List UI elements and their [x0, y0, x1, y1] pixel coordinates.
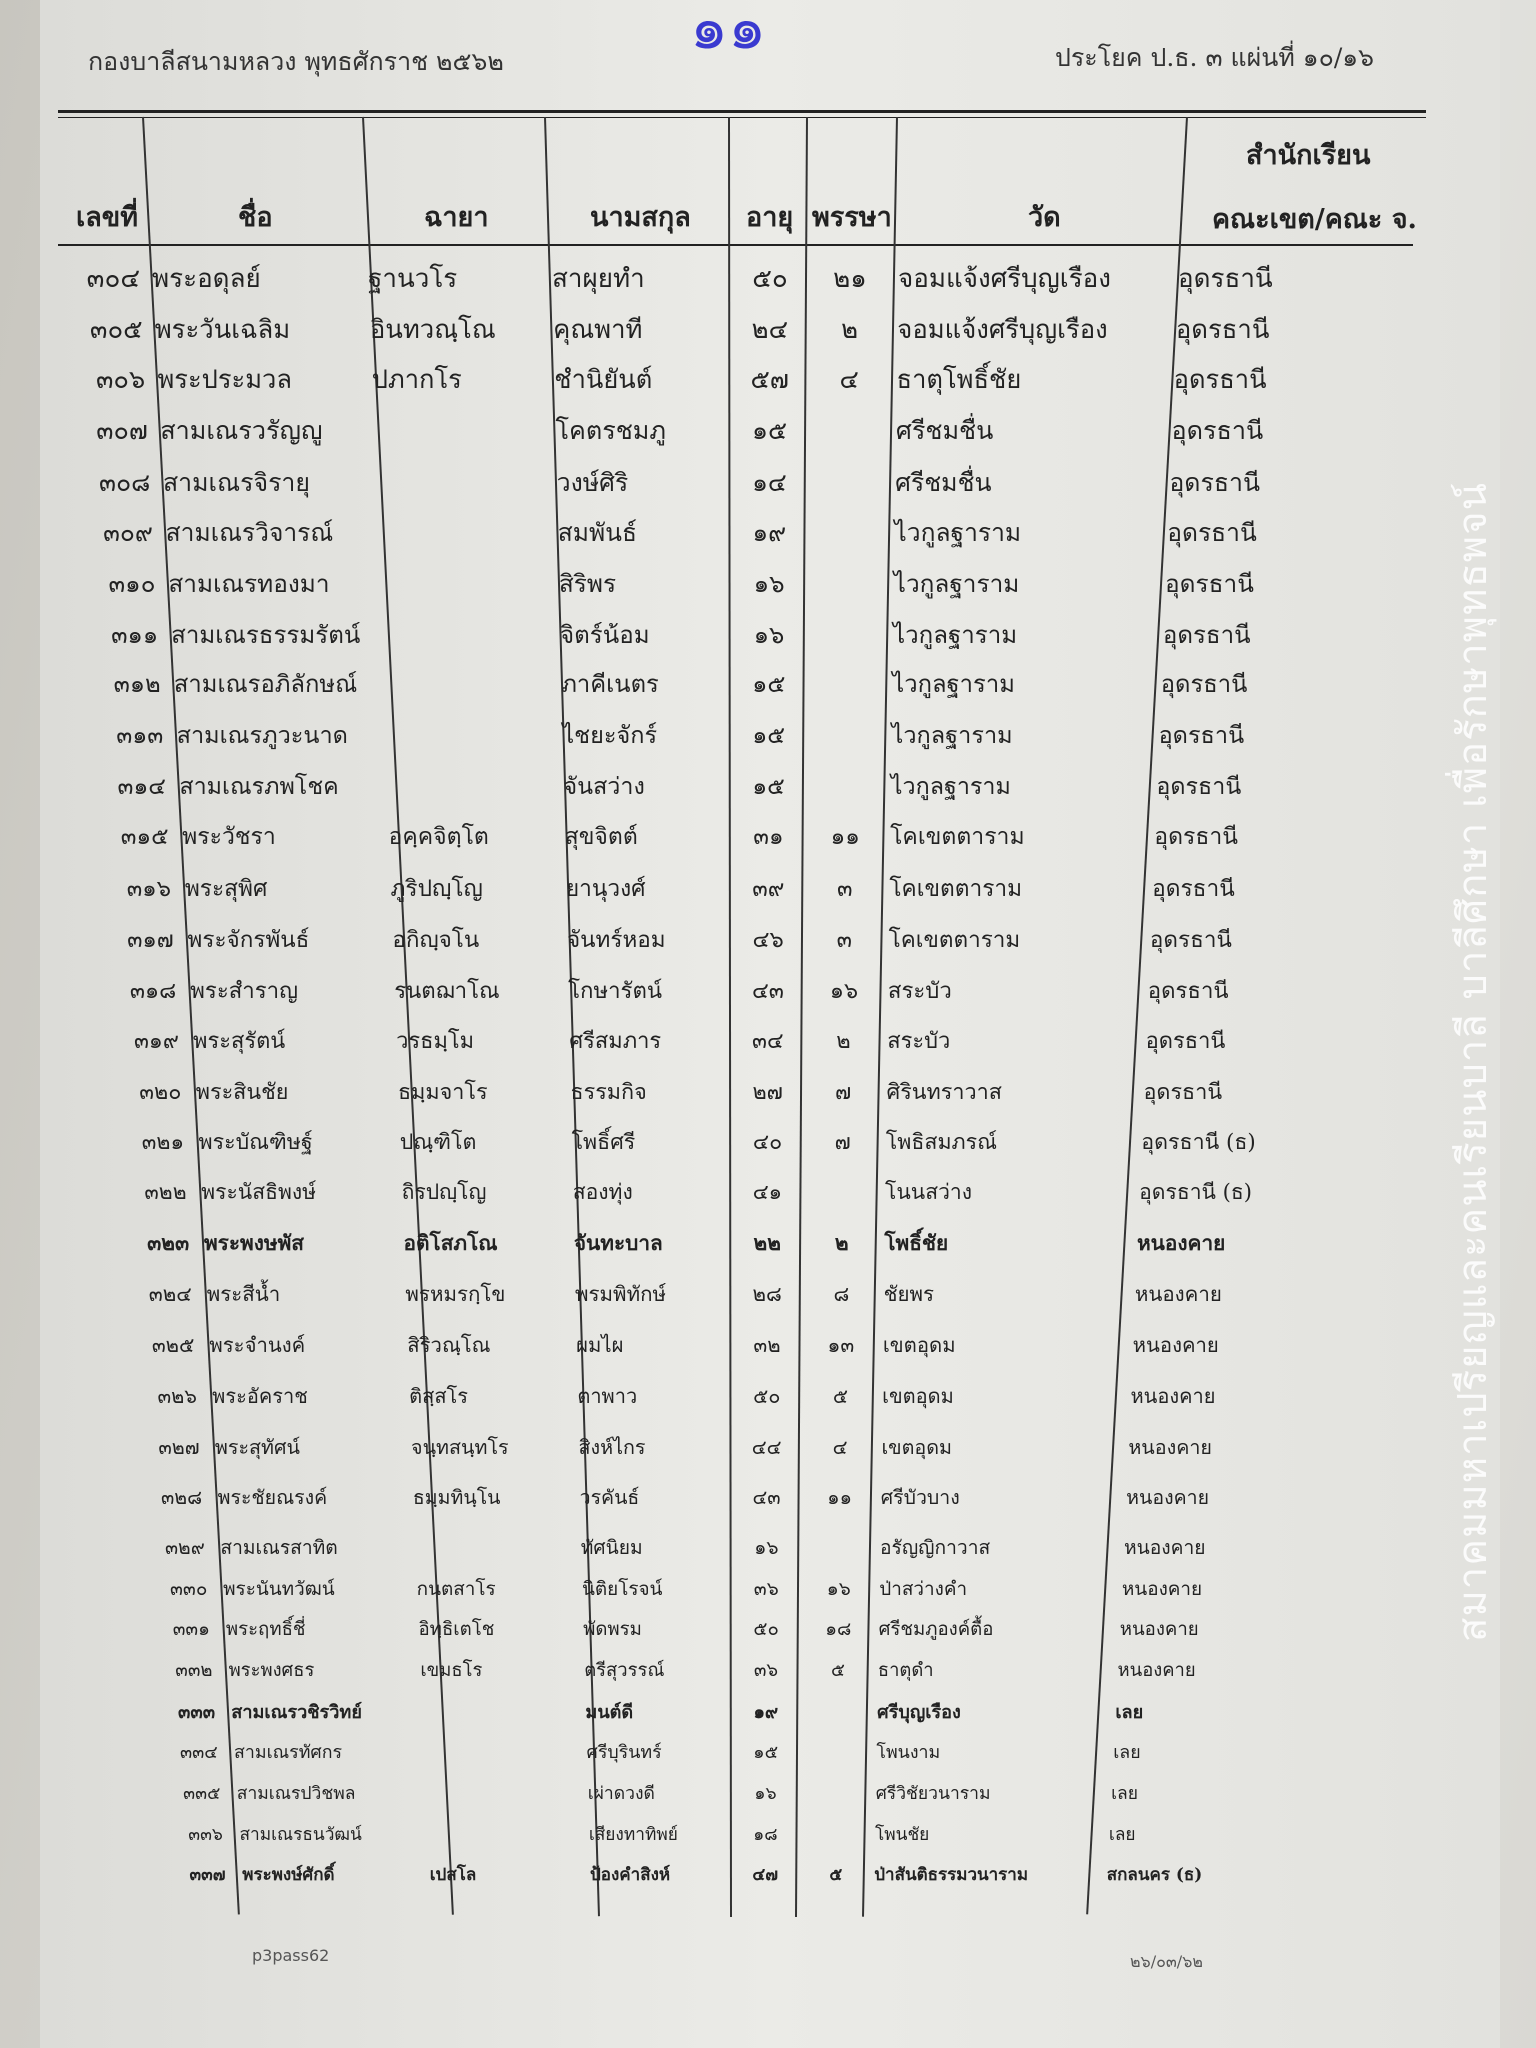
cell-surname: ยานุวงศ์	[565, 876, 646, 902]
cell-pansa: ๑๑	[830, 824, 860, 850]
cell-name: สามเณรทองมา	[168, 569, 330, 598]
cell-name: พระสุพิศ	[184, 876, 268, 902]
cell-surname: โคตรชมภู	[555, 416, 667, 445]
cell-wat: ศรีวิชัยวนาราม	[875, 1784, 991, 1804]
cell-surname: ตาพาว	[577, 1384, 638, 1408]
cell-surname: ธรรมกิจ	[570, 1080, 647, 1105]
cell-pansa: ๔	[832, 1436, 848, 1459]
cell-chaya: อติโสภโณ	[403, 1230, 498, 1255]
cell-name: พระพงษ์ศักดิ์	[242, 1865, 335, 1885]
cell-no: ๓๓๗	[189, 1865, 226, 1885]
cell-chaya: ธมฺมทินฺโน	[412, 1486, 501, 1509]
cell-school: อุดรธานี	[1152, 876, 1235, 902]
cell-surname: นิติยโรจน์	[581, 1578, 663, 1600]
cell-no: ๓๐๖	[95, 365, 146, 395]
cell-age: ๔๗	[752, 1865, 779, 1885]
cell-no: ๓๐๔	[86, 264, 140, 294]
cell-wat: ศรีบุญเรือง	[877, 1702, 961, 1723]
cell-surname: เผ่าดวงดี	[587, 1784, 655, 1804]
cell-wat: เขตอุดม	[882, 1384, 954, 1408]
cell-no: ๓๑๖	[126, 876, 172, 902]
cell-name: สามเณรทัศกร	[234, 1742, 343, 1763]
cell-surname: ไชยะจักร์	[562, 721, 658, 749]
cell-wat: ไวกูลฐาราม	[890, 773, 1011, 800]
cell-no: ๓๐๗	[96, 416, 148, 445]
cell-wat: ศรีชมชื่น	[895, 468, 992, 497]
cell-pansa: ๑๓	[827, 1333, 855, 1357]
header-rule-bottom	[58, 244, 1413, 246]
cell-no: ๓๑๔	[117, 773, 166, 800]
cell-wat: โพนงาม	[876, 1742, 941, 1763]
cell-name: สามเณรภพโชค	[179, 773, 339, 800]
header-rule-top	[58, 110, 1426, 113]
cell-no: ๓๒๕	[151, 1333, 195, 1357]
cell-wat: ไวกูลฐาราม	[891, 721, 1013, 749]
cell-name: สามเณรธรรมรัตน์	[171, 621, 361, 649]
cell-name: พระวันเฉลิม	[154, 315, 291, 345]
cell-wat: ไวกูลฐาราม	[894, 518, 1022, 547]
cell-chaya: กนตสาโร	[416, 1578, 496, 1600]
cell-pansa: ๗	[834, 1080, 852, 1105]
cell-school: อุดรธานี	[1165, 569, 1254, 598]
cell-wat: โคเขตตาราม	[890, 824, 1025, 850]
cell-age: ๓๖	[753, 1578, 779, 1600]
cell-surname: ศรีสมภาร	[569, 1029, 662, 1054]
cell-no: ๓๓๔	[179, 1742, 218, 1763]
cell-age: ๕๐	[752, 264, 788, 294]
cell-age: ๔๐	[752, 1130, 783, 1155]
cell-age: ๓๔	[752, 1029, 784, 1054]
cell-surname: โกษารัตน์	[568, 978, 663, 1004]
col-header-wat: วัด	[1028, 202, 1061, 233]
cell-pansa: ๕	[830, 1660, 845, 1681]
cell-wat: โพนชัย	[874, 1825, 930, 1845]
cell-no: ๓๒๘	[160, 1486, 203, 1509]
header-office-year: กองบาลีสนามหลวง พุทธศักราช ๒๕๖๒	[88, 47, 504, 76]
cell-age: ๓๑	[753, 824, 784, 850]
cell-wat: เขตอุดม	[881, 1436, 952, 1459]
cell-age: ๑๖	[753, 569, 785, 598]
cell-school: เลย	[1113, 1742, 1141, 1763]
col-header-no: เลขที่	[76, 202, 139, 233]
cell-age: ๓๙	[752, 876, 785, 902]
cell-pansa: ๒	[841, 315, 859, 345]
cell-pansa: ๒	[836, 1029, 851, 1054]
cell-school: อุดรธานี	[1149, 927, 1232, 953]
cell-pansa: ๑๖	[829, 978, 859, 1004]
cell-surname: สองทุ่ง	[572, 1179, 633, 1204]
cell-wat: ไวกูลฐาราม	[893, 569, 1020, 598]
cell-school: อุดรธานี	[1178, 264, 1273, 294]
cell-no: ๓๑๒	[113, 670, 161, 698]
cell-wat: ธาตุดำ	[877, 1660, 934, 1681]
cell-age: ๓๖	[753, 1660, 779, 1681]
cell-school: อุดรธานี	[1160, 670, 1248, 698]
cell-name: พระสีน้ำ	[206, 1282, 281, 1306]
cell-age: ๑๙	[752, 518, 787, 547]
cell-surname: คุณพาที	[553, 315, 643, 345]
cell-surname: วงษ์ศิริ	[556, 468, 629, 497]
cell-surname: สิริพร	[558, 569, 617, 598]
cell-name: พระวัชรา	[182, 824, 276, 850]
cell-wat: เขตอุดม	[882, 1333, 956, 1357]
cell-school: อุดรธานี	[1173, 365, 1267, 395]
cell-school: หนองคาย	[1121, 1578, 1203, 1600]
cell-wat: ศรีชมภูองค์ตื้อ	[878, 1619, 994, 1640]
cell-chaya: สิริวณฺโณ	[407, 1333, 491, 1357]
header-rule-second	[58, 117, 1426, 118]
cell-school: อุดรธานี	[1154, 824, 1239, 850]
cell-no: ๓๑๙	[133, 1029, 179, 1054]
cell-pansa: ๑๘	[825, 1619, 852, 1640]
cell-no: ๓๒๙	[164, 1536, 205, 1559]
cell-school: หนองคาย	[1124, 1536, 1206, 1559]
footer-code: p3pass62	[252, 1946, 330, 1965]
cell-school: หนองคาย	[1126, 1486, 1210, 1509]
cell-name: สามเณรจิรายุ	[162, 468, 310, 497]
cell-chaya: ปภากโร	[371, 365, 462, 395]
cell-age: ๑๔	[752, 468, 787, 497]
cell-wat: ศิรินทราวาส	[886, 1080, 1002, 1105]
cell-surname: พัดพรม	[583, 1619, 642, 1640]
cell-school: อุดรธานี	[1158, 721, 1245, 749]
cell-pansa: ๗	[834, 1130, 851, 1155]
cell-pansa: ๘	[833, 1282, 850, 1306]
cell-chaya: ปณฺฑิโต	[399, 1130, 477, 1155]
watermark-text: สมาคมมหาเปรียญและคนเรียนบาลี บาลีศึกษา เพื่อรักษาพุทธพจน์	[1450, 482, 1496, 1642]
cell-wat: โนนสว่าง	[885, 1179, 973, 1204]
cell-age: ๑๕	[752, 721, 786, 749]
cell-surname: จันสว่าง	[563, 773, 645, 800]
cell-age: ๑๖	[754, 1536, 779, 1559]
cell-name: พระบัณฑิษฐ์	[198, 1130, 313, 1155]
cell-chaya: อินทวณฺโณ	[369, 315, 496, 345]
cell-chaya: จนฺทสนฺทโร	[411, 1436, 509, 1459]
cell-age: ๕๐	[753, 1384, 781, 1408]
cell-age: ๕๐	[753, 1619, 779, 1640]
cell-name: พระสำราญ	[190, 978, 299, 1004]
cell-school: หนองคาย	[1117, 1660, 1196, 1681]
cell-surname: ป้องคำสิงห์	[590, 1865, 671, 1885]
cell-name: สามเณรวิจารณ์	[165, 518, 334, 547]
cell-age: ๑๖	[753, 621, 785, 649]
cell-wat: โพธิ์ชัย	[884, 1230, 949, 1255]
cell-pansa: ๑๖	[826, 1578, 851, 1600]
cell-no: ๓๐๕	[89, 315, 143, 345]
footer-date: ๒๖/๐๓/๖๒	[1130, 1952, 1203, 1971]
cell-wat: สระบัว	[887, 978, 952, 1004]
cell-school: อุดรธานี	[1147, 978, 1229, 1004]
cell-surname: สาผุยทำ	[552, 264, 645, 294]
cell-name: สามเณรวรัญญู	[160, 416, 323, 445]
cell-surname: มนต์ดี	[585, 1702, 634, 1723]
cell-pansa: ๒๑	[833, 264, 867, 294]
cell-surname: วรคันธ์	[579, 1486, 640, 1509]
cell-age: ๑๕	[752, 416, 788, 445]
cell-surname: สิงห์ไกร	[578, 1436, 646, 1459]
cell-wat: โคเขตตาราม	[889, 876, 1023, 902]
cell-name: สามเณรปวิชพล	[236, 1784, 356, 1804]
cell-age: ๔๑	[752, 1179, 783, 1204]
cell-school: หนองคาย	[1119, 1619, 1199, 1640]
cell-chaya: ภูริปญฺโญ	[390, 876, 483, 902]
cell-surname: จันทะบาล	[573, 1230, 663, 1255]
cell-no: ๓๐๙	[103, 518, 153, 547]
cell-chaya: อกิญฺจโน	[392, 927, 480, 953]
cell-age: ๓๒	[753, 1333, 781, 1357]
cell-chaya: เปสโล	[429, 1865, 477, 1885]
cell-pansa: ๕	[832, 1384, 849, 1408]
cell-wat: ชัยพร	[883, 1282, 935, 1306]
cell-name: พระอัคราช	[212, 1384, 308, 1408]
cell-name: พระฤทธิ์ชี่	[225, 1619, 306, 1640]
col-header-district: คณะเขต/คณะ จ.	[1212, 204, 1417, 235]
cell-pansa: ๑๑	[827, 1486, 852, 1509]
cell-surname: ตรีสุวรรณ์	[584, 1660, 665, 1681]
cell-age: ๒๗	[752, 1080, 783, 1105]
cell-wat: จอมแจ้งศรีบุญเรือง	[898, 264, 1111, 294]
cell-age: ๑๖	[754, 1784, 777, 1804]
cell-school: หนองคาย	[1130, 1384, 1216, 1408]
cell-surname: พรมพิทักษ์	[575, 1282, 667, 1306]
cell-chaya: อคฺคจิตฺโต	[388, 824, 489, 850]
cell-no: ๓๓๐	[170, 1578, 208, 1600]
cell-no: ๓๑๐	[108, 569, 156, 598]
cell-name: สามเณรสาทิต	[220, 1536, 338, 1559]
cell-name: สามเณรธนวัฒน์	[239, 1825, 362, 1845]
cell-age: ๑๕	[753, 1742, 779, 1763]
cell-no: ๓๓๑	[172, 1619, 210, 1640]
cell-name: พระสุรัตน์	[193, 1029, 286, 1054]
cell-wat: โพธิสมภรณ์	[885, 1130, 997, 1155]
cell-no: ๓๒๒	[144, 1179, 187, 1204]
cell-age: ๔๓	[752, 1486, 781, 1509]
cell-no: ๓๓๒	[175, 1660, 213, 1681]
cell-name: พระนัสธิพงษ์	[201, 1179, 317, 1204]
col-header-pansa: พรรษา	[812, 202, 892, 233]
cell-no: ๓๒๖	[157, 1384, 197, 1408]
cell-chaya: ติสฺสโร	[409, 1384, 469, 1408]
cell-surname: ภาคีเนตร	[561, 670, 659, 698]
cell-surname: จันทร์หอม	[566, 927, 666, 953]
cell-school: อุดรธานี	[1145, 1029, 1226, 1054]
handwritten-page-mark: ๑๑	[690, 0, 767, 63]
cell-wat: สระบัว	[887, 1029, 951, 1054]
cell-name: สามเณรวชิรวิทย์	[231, 1702, 362, 1723]
cell-no: ๓๓๓	[178, 1702, 216, 1723]
cell-name: สามเณรอภิลักษณ์	[173, 670, 358, 698]
cell-pansa: ๓	[837, 876, 853, 902]
cell-no: ๓๓๖	[188, 1825, 223, 1845]
cell-chaya: ฐานวโร	[368, 264, 458, 294]
cell-no: ๓๒๑	[141, 1130, 185, 1155]
cell-name: พระประมวล	[157, 365, 293, 395]
cell-age: ๑๕	[752, 670, 786, 698]
cell-school: เลย	[1111, 1784, 1139, 1804]
cell-no: ๓๓๕	[183, 1784, 221, 1804]
cell-school: อุดรธานี (ธ)	[1141, 1130, 1256, 1155]
cell-age: ๔๖	[752, 927, 784, 953]
cell-no: ๓๑๕	[120, 824, 169, 850]
cell-school: อุดรธานี (ธ)	[1139, 1179, 1252, 1204]
cell-no: ๓๑๗	[127, 927, 174, 953]
cell-no: ๓๑๓	[116, 721, 164, 749]
cell-wat: ศรีชมชื่น	[895, 416, 994, 445]
cell-surname: ผมไผ	[576, 1333, 624, 1357]
cell-no: ๓๒๗	[158, 1436, 200, 1459]
cell-wat: ป่าสันติธรรมวนาราม	[874, 1865, 1029, 1885]
cell-wat: ไวกูลฐาราม	[892, 670, 1015, 698]
cell-school: เลย	[1115, 1702, 1144, 1723]
col-header-age: อายุ	[746, 202, 794, 233]
cell-age: ๒๘	[752, 1282, 782, 1306]
cell-school: หนองคาย	[1134, 1282, 1222, 1306]
cell-wat: โคเขตตาราม	[888, 927, 1021, 953]
cell-school: อุดรธานี	[1167, 518, 1257, 547]
cell-pansa: ๓	[836, 927, 853, 953]
cell-chaya: รนตฌาโณ	[394, 978, 500, 1004]
cell-no: ๓๑๘	[129, 978, 177, 1004]
cell-surname: ชำนิยันต์	[554, 365, 653, 395]
cell-age: ๕๗	[750, 365, 789, 395]
cell-school: หนองคาย	[1136, 1230, 1226, 1255]
cell-pansa: ๔	[839, 365, 859, 395]
cell-name: พระนันทวัฒน์	[223, 1578, 335, 1600]
cell-name: พระพงศธร	[228, 1660, 315, 1681]
cell-age: ๔๓	[752, 978, 784, 1004]
header-level-sheet: ประโยค ป.ธ. ๓ แผ่นที่ ๑๐/๑๖	[1055, 43, 1375, 72]
cell-wat: ป่าสว่างคำ	[879, 1578, 968, 1600]
cell-chaya: ถิรปญฺโญ	[401, 1179, 487, 1204]
cell-wat: อรัญญิกาวาส	[880, 1536, 991, 1559]
cell-name: พระพงษพัส	[203, 1230, 304, 1255]
cell-chaya: เขมธโร	[420, 1660, 483, 1681]
cell-name: พระชัยณรงค์	[217, 1486, 328, 1509]
cell-no: ๓๒๓	[147, 1230, 190, 1255]
cell-school: เลย	[1108, 1825, 1136, 1845]
cell-chaya: พรหมรกฺโข	[405, 1282, 506, 1306]
cell-pansa: ๒	[834, 1230, 849, 1255]
cell-name: พระสุทัศน์	[214, 1436, 300, 1459]
cell-surname: ทัศนิยม	[580, 1536, 643, 1559]
cell-chaya: ธมฺมจาโร	[397, 1080, 488, 1105]
cell-school: อุดรธานี	[1143, 1080, 1223, 1105]
col-header-surname: นามสกุล	[590, 202, 691, 233]
cell-no: ๓๑๑	[111, 621, 159, 649]
cell-age: ๔๔	[751, 1436, 782, 1459]
cell-wat: ศรีบัวบาง	[880, 1486, 960, 1509]
cell-name: พระอดุลย์	[152, 264, 261, 294]
cell-surname: จิตร์น้อม	[560, 621, 650, 649]
cell-wat: ไวกูลฐาราม	[892, 621, 1018, 649]
cell-no: ๓๐๘	[98, 468, 151, 497]
cell-no: ๓๒๔	[148, 1282, 192, 1306]
cell-age: ๒๔	[751, 315, 789, 345]
cell-school: อุดรธานี	[1175, 315, 1270, 345]
cell-name: พระสินชัย	[195, 1080, 289, 1105]
cell-surname: เสียงทาทิพย์	[588, 1825, 678, 1845]
cell-school: อุดรธานี	[1156, 773, 1242, 800]
cell-wat: ธาตุโพธิ์ชัย	[896, 365, 1022, 395]
cell-surname: สุขจิตต์	[564, 824, 638, 850]
cell-surname: โพธิ์ศรี	[571, 1130, 636, 1155]
cell-age: ๑๘	[753, 1825, 778, 1845]
cell-school: อุดรธานี	[1171, 416, 1264, 445]
cell-school: หนองคาย	[1132, 1333, 1219, 1357]
cell-surname: ศรีบุรินทร์	[586, 1742, 662, 1763]
cell-school: อุดรธานี	[1169, 468, 1261, 497]
cell-chaya: วรธมฺโม	[396, 1029, 475, 1054]
cell-school: สกลนคร (ธ)	[1106, 1865, 1203, 1885]
cell-school: หนองคาย	[1128, 1436, 1212, 1459]
cell-pansa: ๕	[829, 1865, 843, 1885]
cell-surname: สมพันธ์	[557, 518, 638, 547]
cell-school: อุดรธานี	[1162, 621, 1251, 649]
cell-name: พระจำนงค์	[209, 1333, 306, 1357]
col-header-chaya: ฉายา	[424, 202, 489, 233]
cell-wat: จอมแจ้งศรีบุญเรือง	[897, 315, 1108, 345]
cell-name: สามเณรภูวะนาด	[176, 721, 348, 749]
cell-age: ๑๙	[753, 1702, 779, 1723]
cell-chaya: อิทฺธิเตโช	[418, 1619, 495, 1640]
col-header-name: ชื่อ	[238, 202, 273, 233]
col-header-school: สำนักเรียน	[1246, 140, 1371, 171]
cell-age: ๑๕	[752, 773, 785, 800]
cell-no: ๓๒๐	[139, 1080, 182, 1105]
cell-age: ๒๒	[753, 1230, 781, 1255]
cell-name: พระจักรพันธ์	[187, 927, 310, 953]
